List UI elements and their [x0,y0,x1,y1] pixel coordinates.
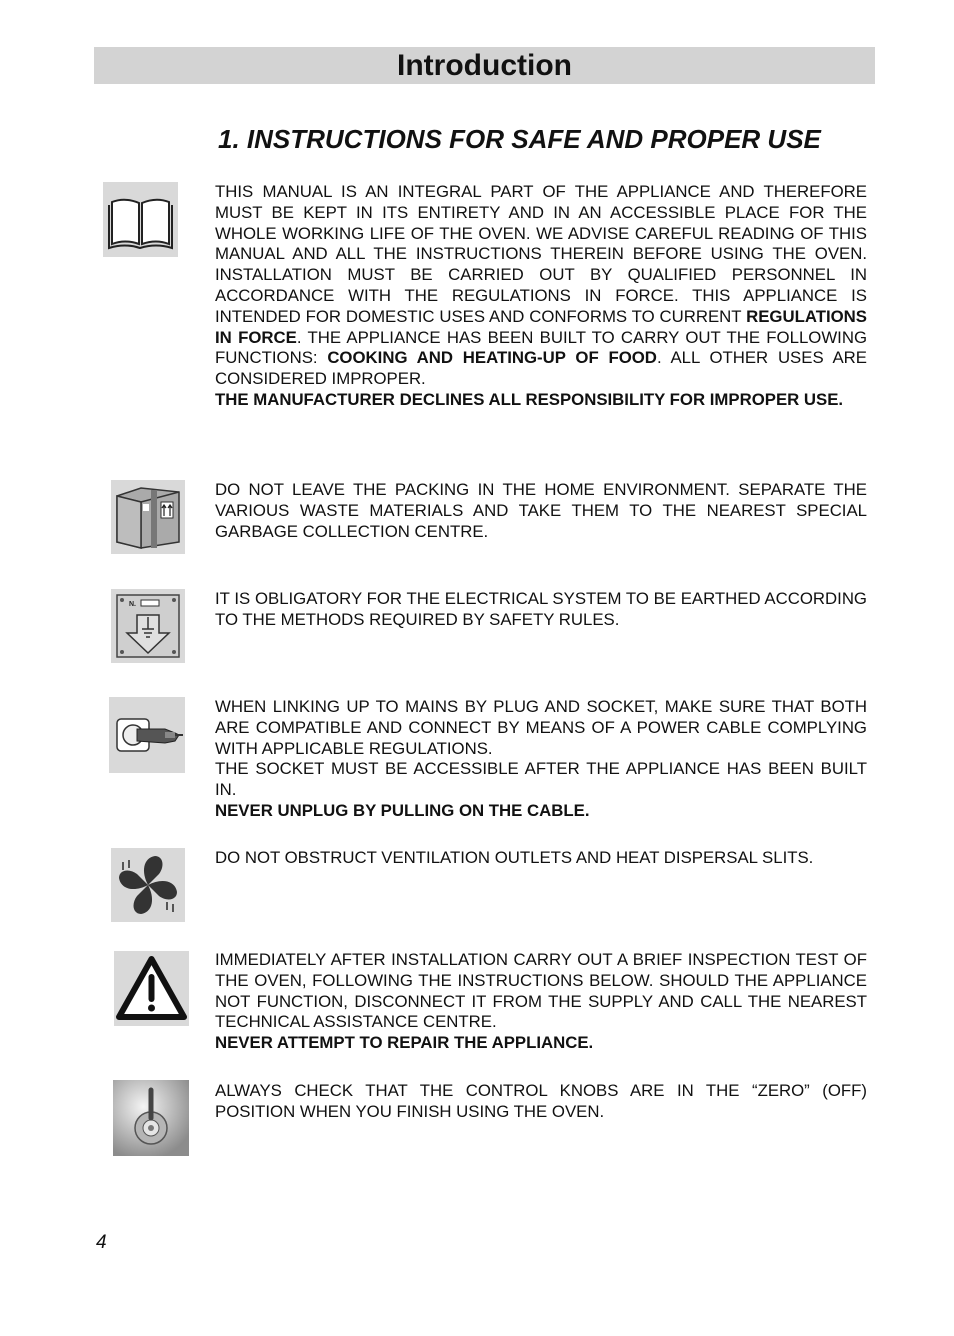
block-manual-warning: THE MANUFACTURER DECLINES ALL RESPONSIBILITY FOR IMPROPER USE. [215,389,844,409]
block-inspection-text [215,950,867,1054]
block-earth-paragraph: IT IS OBLIGATORY FOR THE ELECTRICAL SYSTEM TO BE EARTHED ACCORDING TO THE METHODS REQUIRED BY SAFETY RULES. [215,589,867,629]
block-manual-text [215,182,867,411]
block-plug-paragraph: WHEN LINKING UP TO MAINS BY PLUG AND SOCKET, MAKE SURE THAT BOTH ARE COMPATIBLE AND CONNECT BY MEANS OF A POWER CABLE COMPLYING WITH APPLICABLE REGULATIONS. [215,697,867,758]
block-earth-text [215,589,867,631]
block-inspection-paragraph: IMMEDIATELY AFTER INSTALLATION CARRY OUT A BRIEF INSPECTION TEST OF THE OVEN, FOLLOWING THE INSTRUCTIONS BELOW. SHOULD THE APPLIANCE NOT FUNCTION, DISCONNECT IT FROM THE SUPPLY AND CALL THE NEAREST TECHNICAL ASSISTANCE CENTRE. [215,950,867,1032]
block-plug-socket-note: THE SOCKET MUST BE ACCESSIBLE AFTER THE APPLIANCE HAS BEEN BUILT IN. [215,759,867,800]
block-packing-text [215,480,867,542]
ventilation-fan-icon [111,848,185,922]
section-title: 1. INSTRUCTIONS FOR SAFE AND PROPER USE [218,124,821,154]
plug-socket-icon [109,697,185,773]
block-knob-paragraph: ALWAYS CHECK THAT THE CONTROL KNOBS ARE IN THE “ZERO” (OFF) POSITION WHEN YOU FINISH USING THE OVEN. [215,1081,867,1121]
page-header-title: Introduction [397,49,572,82]
block-inspection-warning: NEVER ATTEMPT TO REPAIR THE APPLIANCE. [215,1033,594,1053]
warning-triangle-icon [114,951,189,1026]
page-header-bar [94,47,875,84]
earth-ground-icon [111,589,185,663]
block-ventilation-paragraph: DO NOT OBSTRUCT VENTILATION OUTLETS AND HEAT DISPERSAL SLITS. [215,848,814,867]
block-ventilation-text [215,848,867,869]
control-knob-icon [113,1080,189,1156]
packing-box-icon [111,480,185,554]
block-packing-paragraph: DO NOT LEAVE THE PACKING IN THE HOME ENVIRONMENT. SEPARATE THE VARIOUS WASTE MATERIALS AND TAKE THEM TO THE NEAREST SPECIAL GARBAGE COLLECTION CENTRE. [215,480,867,541]
block-plug-text [215,697,867,822]
block-knob-text [215,1081,867,1123]
page-number: 4 [96,1232,107,1253]
earth-icon-label: N. [129,601,136,608]
manual-book-icon [103,182,178,257]
block-manual-paragraph: THIS MANUAL IS AN INTEGRAL PART OF THE APPLIANCE AND THEREFORE MUST BE KEPT IN ITS ENTIRETY AND IN AN ACCESSIBLE PLACE FOR THE WHOLE WORKING LIFE OF THE OVEN. WE ADVISE CAREFUL READING OF THIS MANUAL AND ALL THE INSTRUCTIONS THEREIN BEFORE USING THE OVEN. INSTALLATION MUST BE CARRIED OUT BY QUALIFIED PERSONNEL IN ACCORDANCE WITH THE REGULATIONS IN FORCE. THIS APPLIANCE IS INTENDED FOR DOMESTIC USES AND CONFORMS TO CURRENT REGULATIONS IN FORCE. THE APPLIANCE HAS BEEN BUILT TO CARRY OUT THE FOLLOWING FUNCTIONS: COOKING AND HEATING-UP OF FOOD. ALL OTHER USES ARE CONSIDERED IMPROPER. [215,182,867,389]
block-plug-warning: NEVER UNPLUG BY PULLING ON THE CABLE. [215,800,590,820]
